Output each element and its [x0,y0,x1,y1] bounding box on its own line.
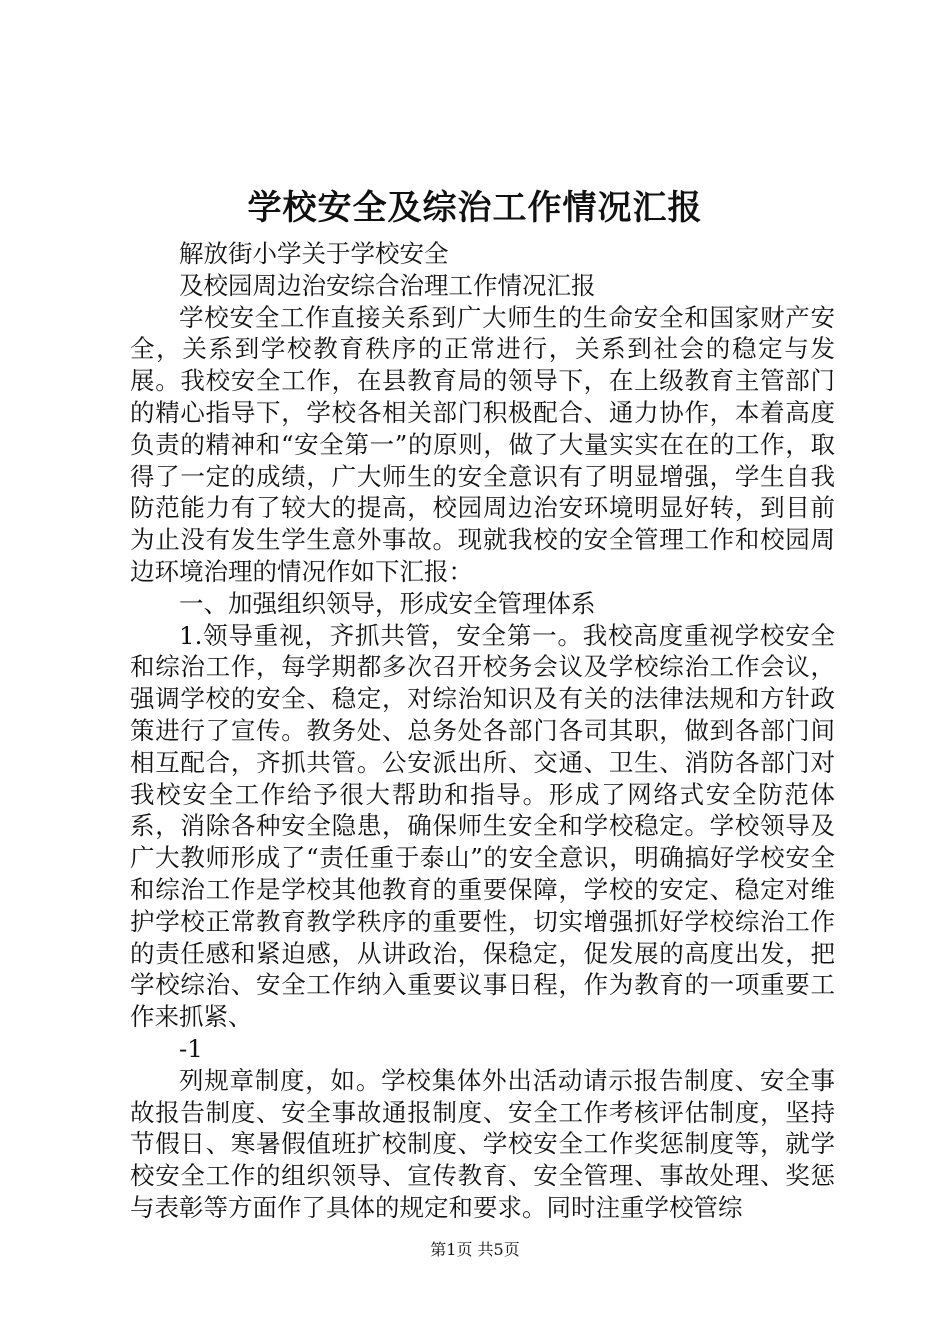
document-body [130,238,835,1224]
body-paragraph: 列规章制度，如。学校集体外出活动请示报告制度、安全事故报告制度、安全事故通报制度、安全工作考核评估制度，坚持节假日、寒暑假值班扩校制度、学校安全工作奖惩制度等，就学校安全工作的组织领导、宣传教育、安全管理、事故处理、奖惩与表彰等方面作了具体的规定和要求。同时注重学校管综 [130,1065,835,1222]
intro-paragraph: 学校安全工作直接关系到广大师生的生命安全和国家财产安全，关系到学校教育秩序的正常进行，关系到社会的稳定与发展。我校安全工作，在县教育局的领导下，在上级教育主管部门的精心指导下，学校各相关部门积极配合、通力协作，本着高度负责的精神和“安全第一”的原则，做了大量实实在在的工作，取得了一定的成绩，广大师生的安全意识有了明显增强，学生自我防范能力有了较大的提高，校园周边治安环境明显好转，到目前为止没有发生学生意外事故。现就我校的安全管理工作和校园周边环境治理的情况作如下汇报： [130,302,835,586]
document-title: 学校安全及综治工作情况汇报 [247,188,703,228]
subtitle-line-2: 及校园周边治安综合治理工作情况汇报 [179,270,596,300]
page-footer: 第1页 共5页 [430,1240,520,1259]
section-heading: 一、加强组织领导，形成安全管理体系 [179,588,596,618]
subtitle-line-1: 解放街小学关于学校安全 [179,239,449,268]
inline-page-marker: -1 [179,1033,203,1063]
body-paragraph: 1.领导重视，齐抓共管，安全第一。我校高度重视学校安全和综治工作，每学期都多次召开校务会议及学校综治工作会议，强调学校的安全、稳定，对综治知识及有关的法律法规和方针政策进行了宣传。教务处、总务处各部门各司其职，做到各部门间相互配合，齐抓共管。公安派出所、交通、卫生、消防各部门对我校安全工作给予很大帮助和指导。形成了网络式安全防范体系，消除各种安全隐患，确保师生安全和学校稳定。学校领导及广大教师形成了“责任重于泰山”的安全意识，明确搞好学校安全和综治工作是学校其他教育的重要保障，学校的安定、稳定对维护学校正常教育教学秩序的重要性，切实增强抓好学校综治工作的责任感和紧迫感，从讲政治，保稳定，促发展的高度出发，把学校综治、安全工作纳入重要议事日程，作为教育的一项重要工作来抓紧、 [130,620,835,1032]
